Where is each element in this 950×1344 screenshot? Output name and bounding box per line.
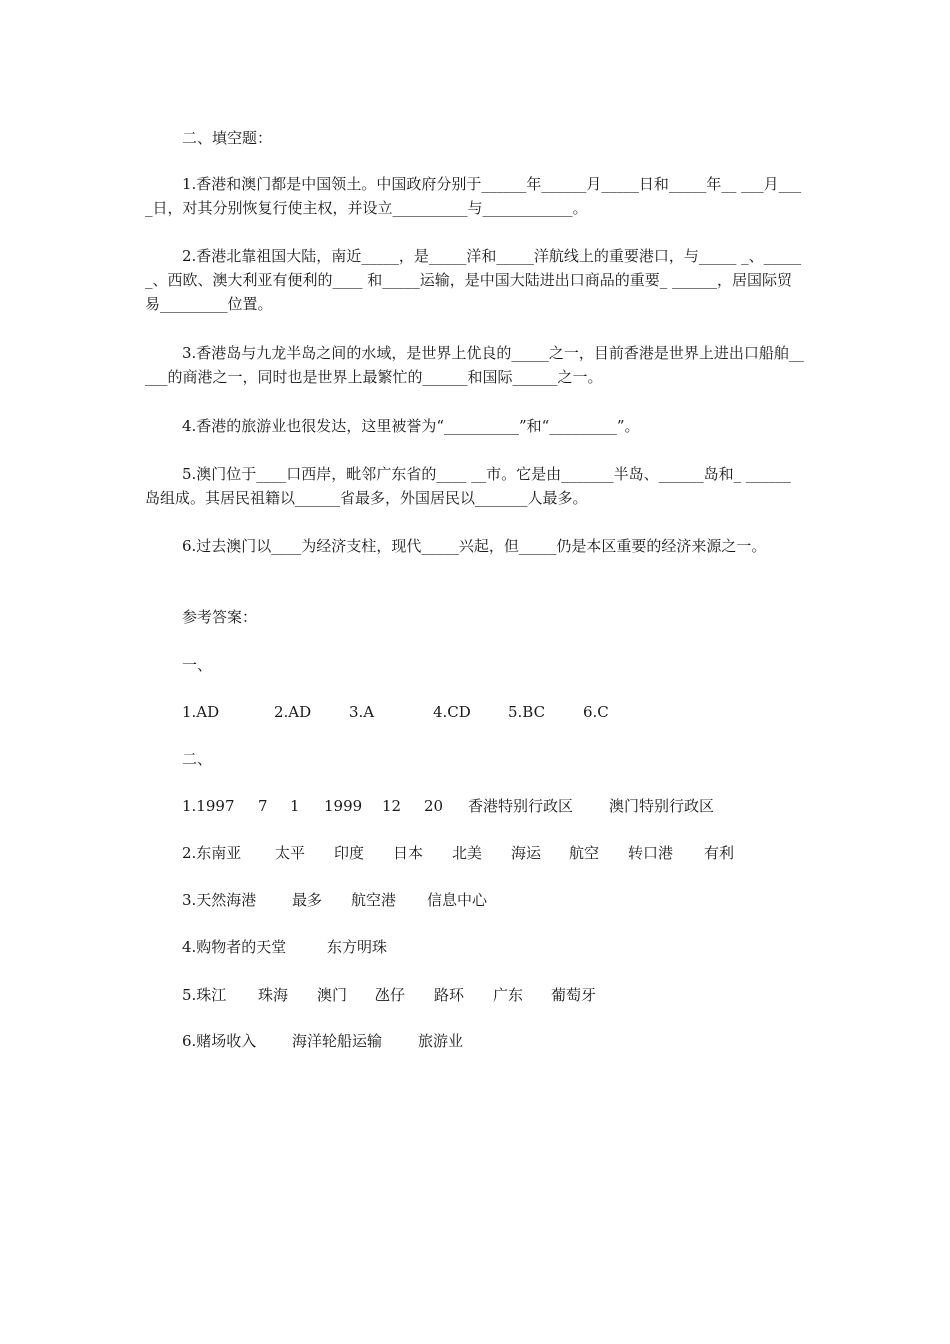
answers-part2-row-4 xyxy=(182,936,387,958)
answer-cell: 澳门特别行政区 xyxy=(609,797,715,815)
answers-part2-row-3 xyxy=(182,889,487,911)
answer-cell: 旅游业 xyxy=(418,1032,464,1050)
question-2: 2.香港北靠祖国大陆，南近_____，是_____洋和_____洋航线上的重要港口，与_____ _、______、西欧、澳大利亚有便利的____ 和_____运输，是中国大陆进出口商品的重要_ ______，居国际贸易_________位置。 xyxy=(145,247,802,313)
answer-cell: 葡萄牙 xyxy=(551,986,597,1004)
answer-cell: 信息中心 xyxy=(427,891,488,909)
answer-cell: 6.C xyxy=(583,703,609,721)
answer-cell: 海运 xyxy=(511,844,542,862)
answer-cell: 北美 xyxy=(452,844,483,862)
section-title: 二、填空题： xyxy=(182,129,273,147)
answer-cell: 航空 xyxy=(569,844,600,862)
answers-part2-row-5 xyxy=(182,984,596,1006)
answer-cell: 广东 xyxy=(493,986,524,1004)
answers-part1-title: 一、 xyxy=(182,656,213,674)
answers-part2-row-6 xyxy=(182,1030,463,1052)
answer-cell: 12 xyxy=(382,797,402,815)
answer-cell: 日本 xyxy=(393,844,424,862)
answer-cell: 海洋轮船运输 xyxy=(292,1032,383,1050)
answers-part2-title: 二、 xyxy=(182,750,213,768)
question-5: 5.澳门位于____口西岸，毗邻广东省的____ __市。它是由_______半岛、______岛和_ ______岛组成。其居民祖籍以______省最多，外国居民以_______人最多。 xyxy=(145,465,791,507)
answer-cell: 5.BC xyxy=(508,703,546,721)
answer-cell: 最多 xyxy=(292,891,323,909)
answer-cell: 1999 xyxy=(324,797,363,815)
answers-part1-row xyxy=(182,701,609,723)
question-3: 3.香港岛与九龙半岛之间的水域，是世界上优良的_____之一，目前香港是世界上进出口船舶_____的商港之一，同时也是世界上最繁忙的______和国际______之一。 xyxy=(145,344,804,386)
answer-cell: 香港特别行政区 xyxy=(468,797,574,815)
answer-cell: 路环 xyxy=(434,986,465,1004)
answer-cell: 1 xyxy=(290,797,300,815)
question-1: 1.香港和澳门都是中国领土。中国政府分别于______年______月_____日和_____年__ ___月____日，对其分别恢复行使主权，并设立__________与____________。 xyxy=(145,175,802,217)
answer-cell: 4.CD xyxy=(433,703,471,721)
answer-cell: 1.1997 xyxy=(182,797,235,815)
answer-cell: 航空港 xyxy=(351,891,397,909)
answer-cell: 4.购物者的天堂 xyxy=(182,938,287,956)
answer-cell: 3.天然海港 xyxy=(182,891,257,909)
question-6: 6.过去澳门以____为经济支柱，现代_____兴起，但_____仍是本区重要的经济来源之一。 xyxy=(182,537,767,555)
answer-cell: 3.A xyxy=(349,703,375,721)
answer-cell: 有利 xyxy=(704,844,735,862)
answer-cell: 太平 xyxy=(275,844,306,862)
answer-cell: 5.珠江 xyxy=(182,986,227,1004)
answers-part2-row-2 xyxy=(182,842,734,864)
answer-cell: 转口港 xyxy=(628,844,674,862)
answer-cell: 2.东南亚 xyxy=(182,844,242,862)
answer-cell: 20 xyxy=(424,797,444,815)
answer-cell: 2.AD xyxy=(274,703,312,721)
answer-cell: 氹仔 xyxy=(375,986,406,1004)
answer-cell: 6.赌场收入 xyxy=(182,1032,257,1050)
answer-cell: 印度 xyxy=(334,844,365,862)
answer-cell: 东方明珠 xyxy=(327,938,388,956)
answers-title: 参考答案： xyxy=(182,608,258,626)
answer-cell: 7 xyxy=(258,797,268,815)
question-4: 4.香港的旅游业也很发达，这里被誉为“__________”和“_________”。 xyxy=(182,417,640,435)
answer-cell: 澳门 xyxy=(317,986,348,1004)
answer-cell: 珠海 xyxy=(258,986,289,1004)
answers-part2-row-1 xyxy=(182,795,714,817)
answer-cell: 1.AD xyxy=(182,703,220,721)
